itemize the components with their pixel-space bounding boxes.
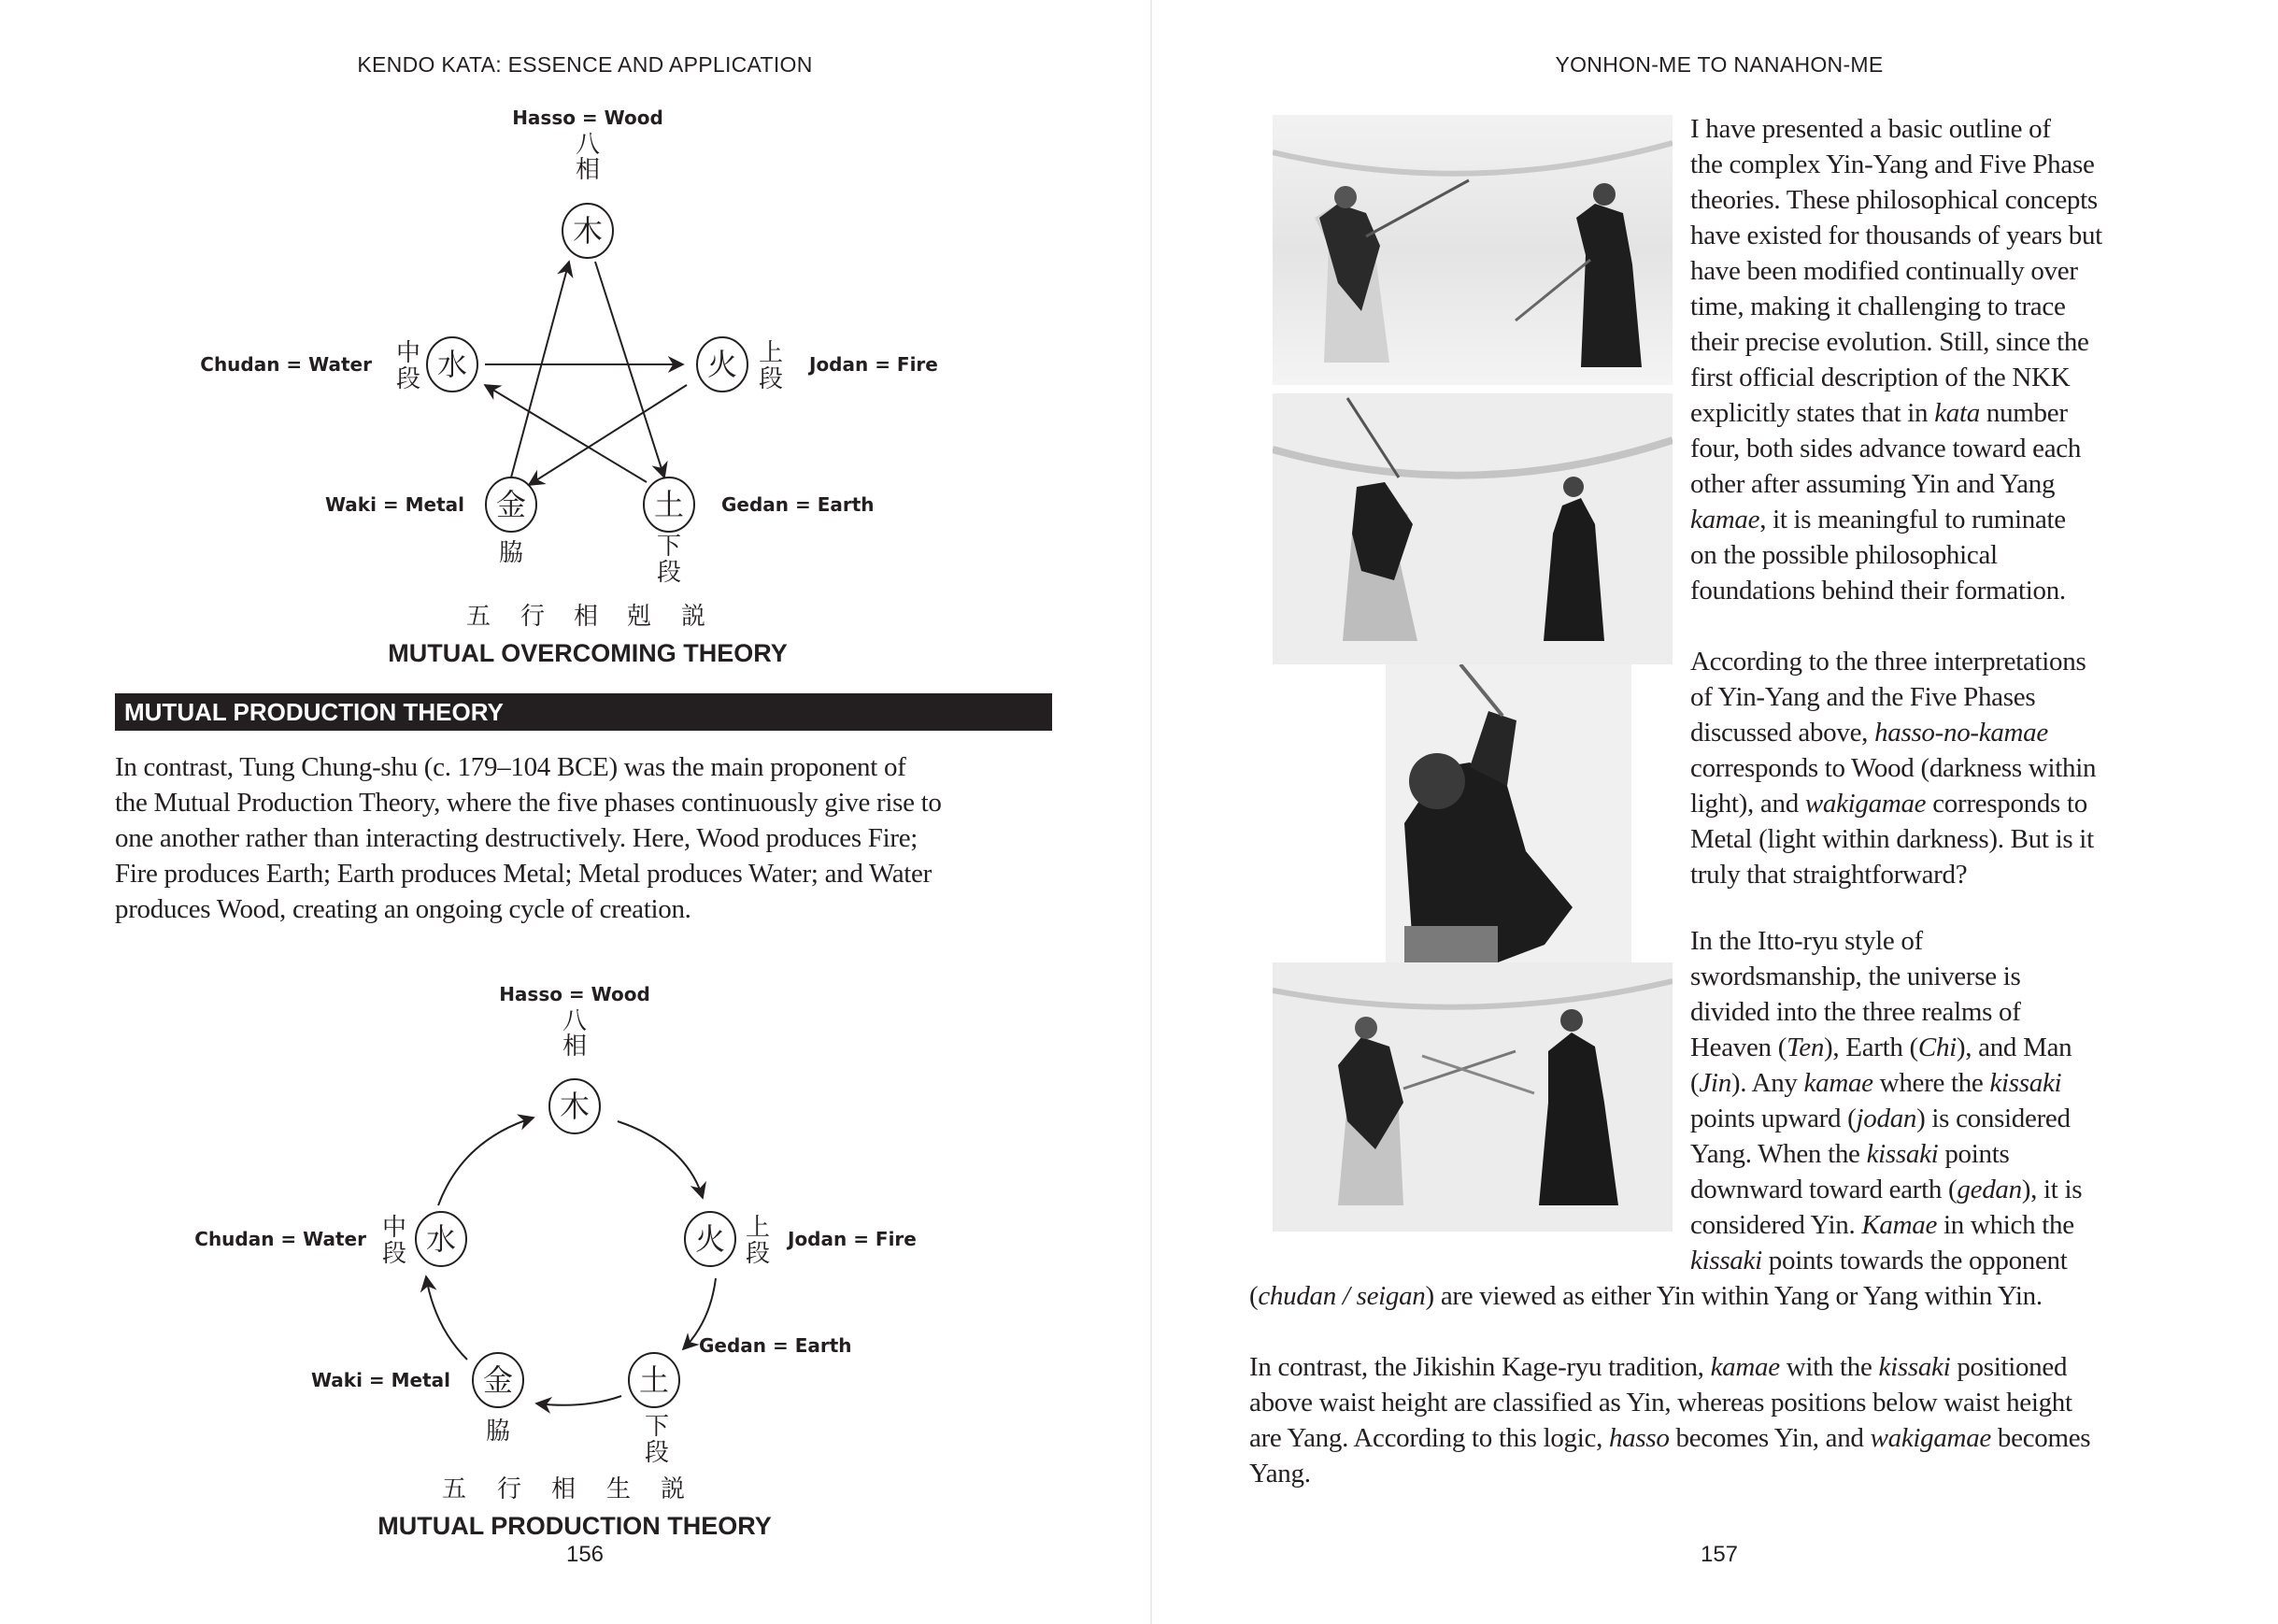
side-kanji-earth: 段 bbox=[656, 559, 682, 587]
page-number-left: 156 bbox=[565, 1542, 605, 1567]
text-run: explicitly states that in bbox=[1690, 398, 1935, 428]
text-line bbox=[1690, 750, 2096, 786]
italic-term: wakigamae bbox=[1870, 1423, 1991, 1453]
side-kanji-earth: 下 bbox=[656, 533, 682, 561]
italic-term: kissaki bbox=[1878, 1352, 1951, 1382]
photo-kata-4 bbox=[1273, 962, 1673, 1232]
text-run: have existed for thousands of years but bbox=[1690, 221, 2102, 250]
text-run: points bbox=[1938, 1139, 2010, 1169]
node-kanji-fire: 火 bbox=[706, 347, 738, 382]
page-number-right: 157 bbox=[1700, 1542, 1739, 1567]
text-run: ). Any bbox=[1730, 1068, 1804, 1098]
text-line bbox=[1690, 786, 2087, 821]
arrow bbox=[426, 1276, 467, 1360]
side-kanji-fire: 段 bbox=[745, 1240, 771, 1268]
arrow bbox=[618, 1121, 703, 1198]
node-kanji-metal: 金 bbox=[495, 487, 527, 522]
label-fire: Jodan = Fire bbox=[788, 1228, 917, 1250]
text-run: truly that straightforward? bbox=[1690, 860, 1968, 890]
text-run: the Mutual Production Theory, where the five phases continuously give rise to bbox=[115, 788, 942, 818]
text-run: theories. These philosophical concepts bbox=[1690, 185, 2098, 215]
side-kanji-fire: 上 bbox=[758, 339, 784, 367]
text-line bbox=[1690, 289, 2066, 324]
italic-term: kamae bbox=[1710, 1352, 1780, 1382]
text-run: have been modified continually over bbox=[1690, 256, 2078, 286]
text-run: points towards the opponent bbox=[1761, 1246, 2068, 1275]
text-run: ), it is bbox=[2021, 1175, 2083, 1204]
kanji-title-char: 剋 bbox=[626, 603, 652, 631]
top-kanji: 相 bbox=[562, 1033, 588, 1061]
text-line bbox=[1690, 959, 2020, 994]
label-metal: Waki = Metal bbox=[310, 1369, 450, 1391]
text-line bbox=[1690, 1243, 2068, 1278]
text-run: foundations behind their formation. bbox=[1690, 576, 2066, 605]
text-line bbox=[1690, 253, 2078, 289]
text-run: are Yang. According to this logic, bbox=[1249, 1423, 1609, 1453]
italic-term: kamae bbox=[1690, 505, 1760, 534]
kanji-title-char: 生 bbox=[605, 1475, 632, 1503]
text-run: in which the bbox=[1937, 1210, 2074, 1240]
text-run: , it is meaningful to ruminate bbox=[1759, 505, 2066, 534]
side-kanji-earth: 下 bbox=[644, 1413, 670, 1441]
label-water: Chudan = Water bbox=[194, 1228, 366, 1250]
text-line bbox=[1690, 395, 2068, 431]
text-line bbox=[1690, 1101, 2071, 1136]
text-line bbox=[1690, 360, 2070, 395]
italic-term: kata bbox=[1934, 398, 1980, 428]
node-kanji-wood: 木 bbox=[572, 213, 604, 249]
italic-term: Ten bbox=[1787, 1033, 1825, 1062]
italic-term: kissaki bbox=[1989, 1068, 2062, 1098]
text-run: According to the three interpretations bbox=[1690, 647, 2086, 677]
italic-term: chudan / seigan bbox=[1258, 1281, 1426, 1311]
text-line bbox=[1249, 1456, 1311, 1491]
running-header-right: YONHON-ME TO NANAHON-ME bbox=[1555, 52, 1884, 77]
node-kanji-metal: 金 bbox=[482, 1362, 514, 1398]
text-line bbox=[1690, 147, 2095, 182]
text-line bbox=[1690, 821, 2094, 857]
italic-term: hasso bbox=[1608, 1423, 1670, 1453]
text-run: corresponds to bbox=[1926, 789, 2087, 819]
text-run: ), and Man bbox=[1956, 1033, 2072, 1062]
text-run: Yang. When the bbox=[1690, 1139, 1867, 1169]
photo-kata-1 bbox=[1273, 115, 1673, 385]
text-line bbox=[1690, 1136, 2009, 1172]
arrow bbox=[438, 1118, 534, 1205]
node-kanji-water: 水 bbox=[425, 1221, 457, 1257]
text-line bbox=[1690, 537, 1998, 573]
top-label: Hasso = Wood bbox=[499, 983, 650, 1005]
italic-term: kissaki bbox=[1866, 1139, 1939, 1169]
text-line bbox=[1690, 1030, 2072, 1065]
label-earth: Gedan = Earth bbox=[721, 493, 875, 516]
node-kanji-earth: 土 bbox=[638, 1362, 670, 1398]
text-run: on the possible philosophical bbox=[1690, 540, 1998, 570]
italic-term: wakigamae bbox=[1804, 789, 1927, 819]
kanji-title-char: 行 bbox=[520, 603, 546, 631]
text-line bbox=[1690, 679, 2035, 715]
text-line bbox=[1690, 431, 2081, 466]
text-run: ), Earth ( bbox=[1824, 1033, 1918, 1062]
text-run: number bbox=[1979, 398, 2068, 428]
text-run: divided into the three realms of bbox=[1690, 997, 2021, 1027]
node-kanji-earth: 土 bbox=[653, 487, 685, 522]
text-run: ( bbox=[1249, 1281, 1259, 1311]
text-run: swordsmanship, the universe is bbox=[1690, 962, 2021, 991]
text-run: becomes bbox=[1990, 1423, 2091, 1453]
text-run: points upward ( bbox=[1690, 1104, 1857, 1133]
text-run: Yang. bbox=[1249, 1459, 1311, 1489]
text-run: light), and bbox=[1690, 789, 1805, 819]
text-run: discussed above, bbox=[1690, 718, 1875, 748]
kanji-title-char: 五 bbox=[441, 1475, 467, 1503]
italic-term: gedan bbox=[1957, 1175, 2022, 1204]
side-kanji-water: 段 bbox=[381, 1240, 407, 1268]
top-kanji: 八 bbox=[562, 1007, 588, 1035]
text-run: becomes Yin, and bbox=[1669, 1423, 1871, 1453]
diagram-title: MUTUAL OVERCOMING THEORY bbox=[388, 639, 788, 667]
text-line bbox=[1690, 466, 2055, 502]
text-run: ) are viewed as either Yin within Yang or Yang within Yin. bbox=[1425, 1281, 2043, 1311]
text-run: above waist height are classified as Yin, whereas positions below waist height bbox=[1249, 1388, 2072, 1417]
text-run: with the bbox=[1779, 1352, 1879, 1382]
text-line bbox=[1690, 857, 1967, 892]
top-label: Hasso = Wood bbox=[512, 107, 663, 129]
photo-kata-3 bbox=[1386, 664, 1631, 962]
text-run: corresponds to Wood (darkness within bbox=[1690, 753, 2097, 783]
text-line bbox=[1249, 1349, 2067, 1385]
label-fire: Jodan = Fire bbox=[809, 353, 938, 376]
text-run: Heaven ( bbox=[1690, 1033, 1787, 1062]
kanji-title-char: 相 bbox=[550, 1475, 577, 1503]
side-kanji-water: 中 bbox=[395, 339, 421, 367]
text-run: considered Yin. bbox=[1690, 1210, 1862, 1240]
text-line bbox=[1690, 324, 2089, 360]
kanji-title-char: 行 bbox=[496, 1475, 522, 1503]
label-metal: Waki = Metal bbox=[324, 493, 464, 516]
text-line bbox=[1690, 1065, 2061, 1101]
side-kanji-fire: 上 bbox=[745, 1214, 771, 1242]
italic-term: hasso-no-kamae bbox=[1874, 718, 2048, 748]
text-line bbox=[1690, 218, 2102, 253]
kanji-title-char: 五 bbox=[465, 603, 491, 631]
node-kanji-water: 水 bbox=[436, 347, 468, 382]
text-run: In contrast, the Jikishin Kage-ryu tradition, bbox=[1249, 1352, 1711, 1382]
text-run: produces Wood, creating an ongoing cycle of creation. bbox=[115, 894, 691, 924]
text-run: four, both sides advance toward each bbox=[1690, 434, 2082, 463]
running-header-left: KENDO KATA: ESSENCE AND APPLICATION bbox=[357, 52, 813, 77]
label-water: Chudan = Water bbox=[200, 353, 372, 376]
kanji-title-char: 説 bbox=[660, 1475, 686, 1503]
side-kanji-water: 中 bbox=[381, 1214, 407, 1242]
side-kanji-earth: 段 bbox=[644, 1439, 670, 1467]
text-line bbox=[1690, 994, 2021, 1030]
text-run: I have presented a basic outline of bbox=[1690, 114, 2051, 144]
kanji-title-char: 相 bbox=[573, 603, 599, 631]
text-run: time, making it challenging to trace bbox=[1690, 292, 2066, 321]
text-line bbox=[1249, 1385, 2072, 1420]
text-run: Fire produces Earth; Earth produces Metal; Metal produces Water; and Water bbox=[115, 859, 932, 889]
text-line bbox=[1690, 923, 1923, 959]
diagram-title: MUTUAL PRODUCTION THEORY bbox=[377, 1512, 772, 1540]
section-heading: MUTUAL PRODUCTION THEORY bbox=[115, 693, 1052, 731]
kanji-title-char: 説 bbox=[680, 603, 706, 631]
italic-term: kamae bbox=[1803, 1068, 1873, 1098]
text-line bbox=[1690, 1172, 2082, 1207]
text-line bbox=[1249, 1278, 2043, 1314]
top-kanji: 相 bbox=[575, 156, 601, 184]
node-kanji-fire: 火 bbox=[694, 1221, 726, 1257]
text-run: In contrast, Tung Chung-shu (c. 179–104 BCE) was the main proponent of bbox=[115, 752, 906, 782]
text-run: one another rather than interacting destructively. Here, Wood produces Fire; bbox=[115, 823, 918, 853]
text-line bbox=[1690, 182, 2098, 218]
text-line bbox=[1690, 502, 2066, 537]
italic-term: Chi bbox=[1917, 1033, 1957, 1062]
top-kanji: 八 bbox=[575, 131, 601, 159]
text-run: ( bbox=[1690, 1068, 1700, 1098]
side-kanji-fire: 段 bbox=[758, 365, 784, 393]
text-run: of Yin-Yang and the Five Phases bbox=[1690, 682, 2036, 712]
side-kanji-water: 段 bbox=[395, 365, 421, 393]
text-line bbox=[1690, 715, 2048, 750]
text-run: first official description of the NKK bbox=[1690, 363, 2071, 392]
italic-term: Jin bbox=[1699, 1068, 1731, 1098]
italic-term: Kamae bbox=[1861, 1210, 1938, 1240]
side-kanji-metal: 脇 bbox=[485, 1417, 511, 1446]
node-kanji-wood: 木 bbox=[559, 1089, 591, 1124]
arrow bbox=[536, 1396, 621, 1405]
text-line bbox=[1690, 111, 2051, 147]
text-run: where the bbox=[1872, 1068, 1990, 1098]
text-run: the complex Yin-Yang and Five Phase bbox=[1690, 150, 2095, 179]
text-line bbox=[1690, 644, 2086, 679]
text-run: ) is considered bbox=[1916, 1104, 2071, 1133]
label-earth: Gedan = Earth bbox=[699, 1334, 852, 1357]
text-line bbox=[1249, 1420, 2090, 1456]
photo-kata-2 bbox=[1273, 393, 1673, 664]
text-line bbox=[1690, 573, 2066, 608]
text-run: other after assuming Yin and Yang bbox=[1690, 469, 2056, 499]
text-run: In the Itto-ryu style of bbox=[1690, 926, 1923, 956]
text-run: positioned bbox=[1950, 1352, 2068, 1382]
side-kanji-metal: 脇 bbox=[498, 539, 524, 567]
text-line bbox=[1690, 1207, 2074, 1243]
italic-term: kissaki bbox=[1690, 1246, 1762, 1275]
text-run: Metal (light within darkness). But is it bbox=[1690, 824, 2094, 854]
text-run: their precise evolution. Still, since the bbox=[1690, 327, 2089, 357]
text-run: downward toward earth ( bbox=[1690, 1175, 1958, 1204]
italic-term: jodan bbox=[1856, 1104, 1917, 1133]
